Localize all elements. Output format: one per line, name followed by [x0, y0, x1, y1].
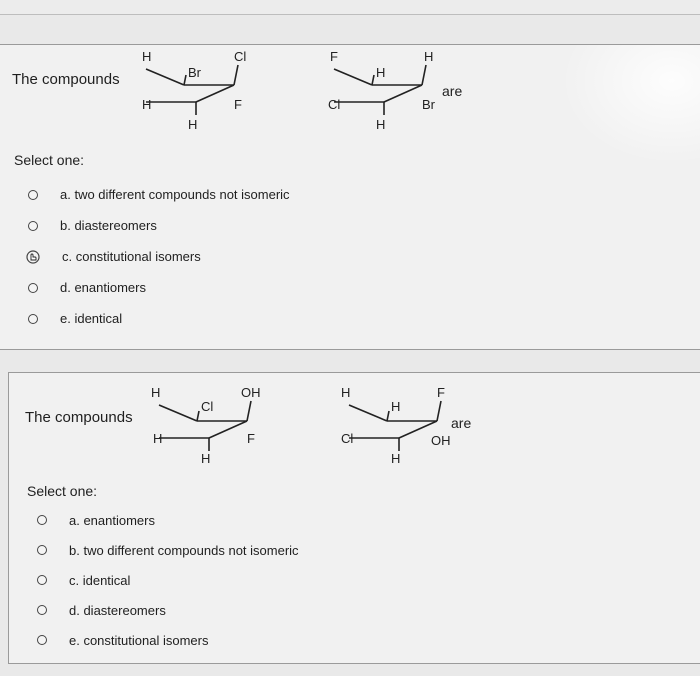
- previous-card-edge: [0, 0, 700, 15]
- q2-option-a-label: a. enantiomers: [69, 512, 155, 528]
- q1-option-c[interactable]: [28, 241, 290, 272]
- radio-circle-icon[interactable]: [28, 190, 38, 200]
- q2-a-top-left: H: [151, 385, 161, 400]
- question-2-suffix: are: [451, 415, 472, 431]
- q1-option-b-label: b. diastereomers: [60, 218, 157, 233]
- q2-a-left: H: [153, 431, 163, 446]
- q2-a-top-right: OH: [241, 385, 261, 400]
- q2-option-e[interactable]: [37, 625, 299, 655]
- q1-option-d[interactable]: [28, 272, 290, 303]
- glare: [560, 45, 700, 165]
- q2-b-top-left: H: [341, 385, 351, 400]
- question-1-molecule-a: [138, 47, 278, 137]
- radio-circle-icon[interactable]: [28, 314, 38, 324]
- q2-b-right: OH: [431, 433, 451, 448]
- question-1-suffix: are: [442, 83, 463, 99]
- q1-b-top-right: H: [424, 49, 434, 64]
- q1-option-a-label: a. two different compounds not isomeric: [60, 187, 290, 202]
- q2-option-c[interactable]: [37, 565, 299, 595]
- q1-option-b[interactable]: [28, 210, 290, 241]
- question-card-1: [0, 44, 700, 350]
- q2-option-b-label: b. two different compounds not isomeric: [69, 542, 299, 558]
- q1-b-top-left: F: [330, 49, 338, 64]
- q2-option-d[interactable]: [37, 595, 299, 625]
- radio-circle-icon[interactable]: [28, 221, 38, 231]
- question-1-select-label: Select one:: [14, 152, 85, 168]
- q2-a-right: F: [247, 431, 255, 446]
- q1-a-top-right: Cl: [234, 49, 247, 64]
- q1-option-e[interactable]: [28, 303, 290, 334]
- q2-option-a[interactable]: [37, 505, 299, 535]
- question-card-2: [8, 372, 700, 664]
- q2-b-bottom: H: [391, 451, 401, 466]
- question-1-options: [28, 179, 290, 334]
- q1-a-top-left: H: [142, 49, 152, 64]
- radio-circle-icon[interactable]: [37, 515, 47, 525]
- q1-b-bottom: H: [376, 117, 386, 132]
- q1-option-e-label: e. identical: [60, 311, 123, 326]
- q2-option-b[interactable]: [37, 535, 299, 565]
- q1-b-back: H: [376, 65, 386, 80]
- q1-option-a[interactable]: [28, 179, 290, 210]
- radio-circle-icon[interactable]: [37, 575, 47, 585]
- radio-circle-icon[interactable]: [37, 635, 47, 645]
- q2-b-left: Cl: [341, 431, 354, 446]
- q2-option-e-label: e. constitutional isomers: [69, 632, 209, 648]
- q1-a-back: Br: [188, 65, 201, 80]
- radio-circle-icon[interactable]: [37, 605, 47, 615]
- q2-b-top-right: F: [437, 385, 445, 400]
- q1-a-bottom: H: [188, 117, 198, 132]
- q1-a-right: F: [234, 97, 242, 112]
- question-2-molecule-a: [151, 383, 291, 473]
- question-2-select-label: Select one:: [27, 483, 98, 499]
- radio-circle-icon[interactable]: [37, 545, 47, 555]
- question-1-intro: The compounds: [12, 71, 120, 88]
- q1-option-d-label: d. enantiomers: [60, 280, 146, 295]
- q1-b-left: Cl: [328, 97, 341, 112]
- q1-a-left: H: [142, 97, 152, 112]
- radio-circle-icon[interactable]: [28, 283, 38, 293]
- q2-a-bottom: H: [201, 451, 211, 466]
- q2-option-d-label: d. diastereomers: [69, 602, 166, 618]
- q2-option-c-label: c. identical: [69, 572, 131, 588]
- q2-a-back: Cl: [201, 399, 214, 414]
- question-2-intro: The compounds: [25, 409, 133, 426]
- q2-b-back: H: [391, 399, 401, 414]
- q1-option-c-label: c. constitutional isomers: [62, 249, 201, 264]
- question-2-options: [37, 505, 299, 655]
- q1-b-right: Br: [422, 97, 435, 112]
- hand-pointer-icon: [26, 250, 40, 264]
